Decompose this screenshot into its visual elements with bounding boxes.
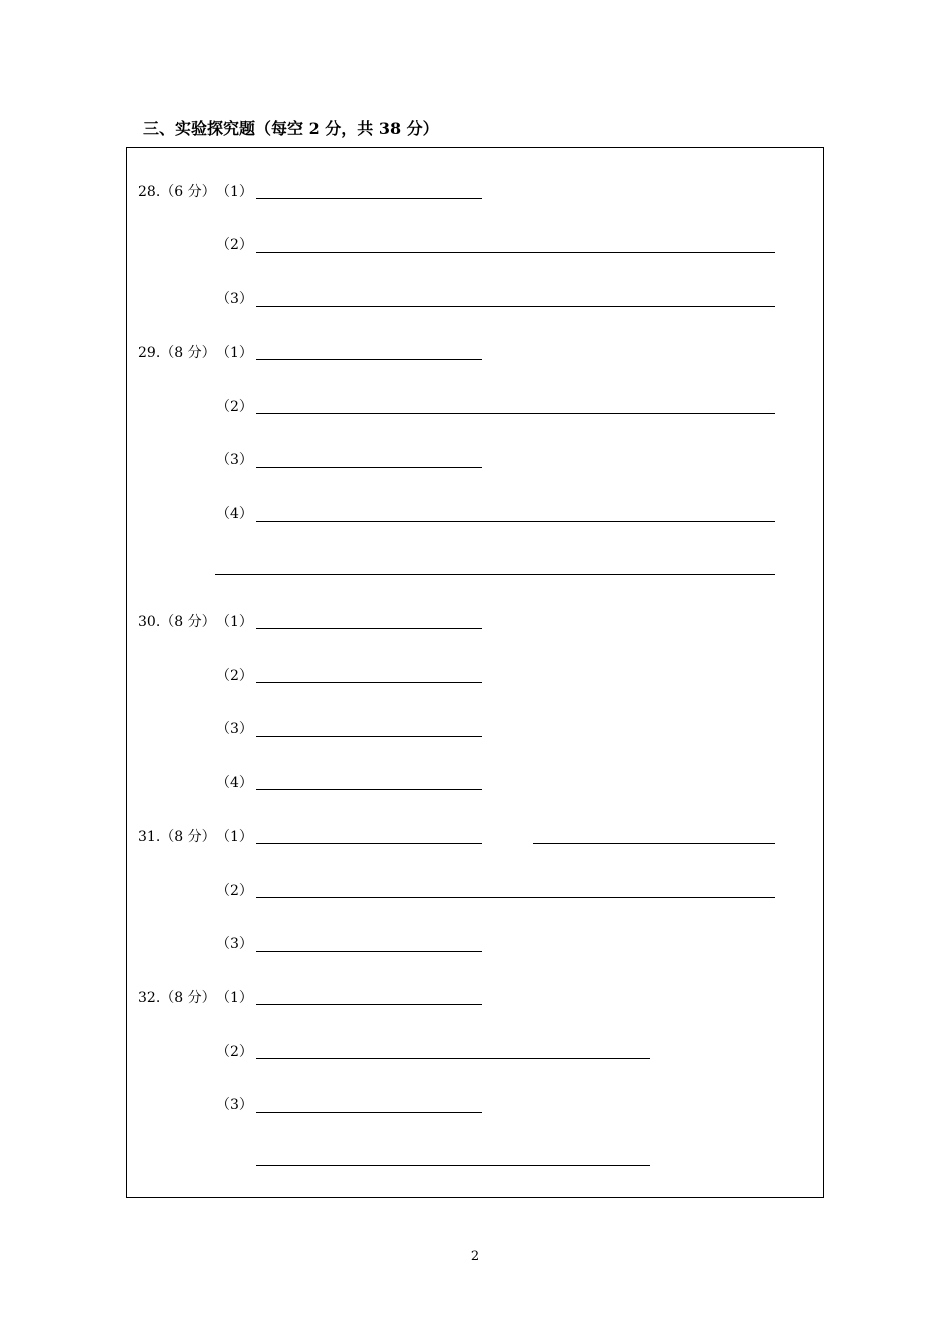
question-32-label: 32.（8 分） xyxy=(138,990,216,1006)
page-number: 2 xyxy=(470,1249,480,1264)
q28-part-3-answer-blank[interactable] xyxy=(256,306,775,307)
q31-part-3-label: （3） xyxy=(216,936,253,952)
q30-part-1-answer-blank[interactable] xyxy=(256,628,482,629)
q29-part-4-answer-blank[interactable] xyxy=(256,521,775,522)
q29-part-2-label: （2） xyxy=(216,399,253,415)
q29-part-1-label: （1） xyxy=(216,345,253,361)
q30-part-3-answer-blank[interactable] xyxy=(256,736,482,737)
q32-part-2-answer-blank[interactable] xyxy=(256,1058,650,1059)
q30-part-4-label: （4） xyxy=(216,775,253,791)
q29-part-2-answer-blank[interactable] xyxy=(256,413,775,414)
q29-part-3-label: （3） xyxy=(216,452,253,468)
q32-part-3-answer-blank[interactable] xyxy=(256,1112,482,1113)
section-title: 三、实验探究题（每空 2 分，共 38 分） xyxy=(143,119,439,138)
q31-part-2-answer-blank[interactable] xyxy=(256,897,775,898)
q28-part-1-label: （1） xyxy=(216,184,253,200)
question-29-label: 29.（8 分） xyxy=(138,345,216,361)
q28-part-3-label: （3） xyxy=(216,291,253,307)
q29-part-4-continuation-blank[interactable] xyxy=(215,574,775,575)
q30-part-1-label: （1） xyxy=(216,614,253,630)
q31-part-1-answer-blank-b[interactable] xyxy=(533,843,775,844)
q32-part-1-label: （1） xyxy=(216,990,253,1006)
q32-part-1-answer-blank[interactable] xyxy=(256,1004,482,1005)
q31-part-2-label: （2） xyxy=(216,883,253,899)
q28-part-2-answer-blank[interactable] xyxy=(256,252,775,253)
q31-part-3-answer-blank[interactable] xyxy=(256,951,482,952)
q30-part-3-label: （3） xyxy=(216,721,253,737)
q28-part-2-label: （2） xyxy=(216,237,253,253)
q31-part-1-answer-blank-a[interactable] xyxy=(256,843,482,844)
question-31-label: 31.（8 分） xyxy=(138,829,216,845)
q28-part-1-answer-blank[interactable] xyxy=(256,198,482,199)
q31-part-1-label: （1） xyxy=(216,829,253,845)
q30-part-2-label: （2） xyxy=(216,668,253,684)
q29-part-4-label: （4） xyxy=(216,506,253,522)
q30-part-2-answer-blank[interactable] xyxy=(256,682,482,683)
q32-part-2-label: （2） xyxy=(216,1044,253,1060)
question-30-label: 30.（8 分） xyxy=(138,614,216,630)
q29-part-3-answer-blank[interactable] xyxy=(256,467,482,468)
question-28-label: 28.（6 分） xyxy=(138,184,216,200)
q29-part-1-answer-blank[interactable] xyxy=(256,359,482,360)
q32-part-3-label: （3） xyxy=(216,1097,253,1113)
q30-part-4-answer-blank[interactable] xyxy=(256,789,482,790)
q32-part-3-continuation-blank[interactable] xyxy=(256,1165,650,1166)
